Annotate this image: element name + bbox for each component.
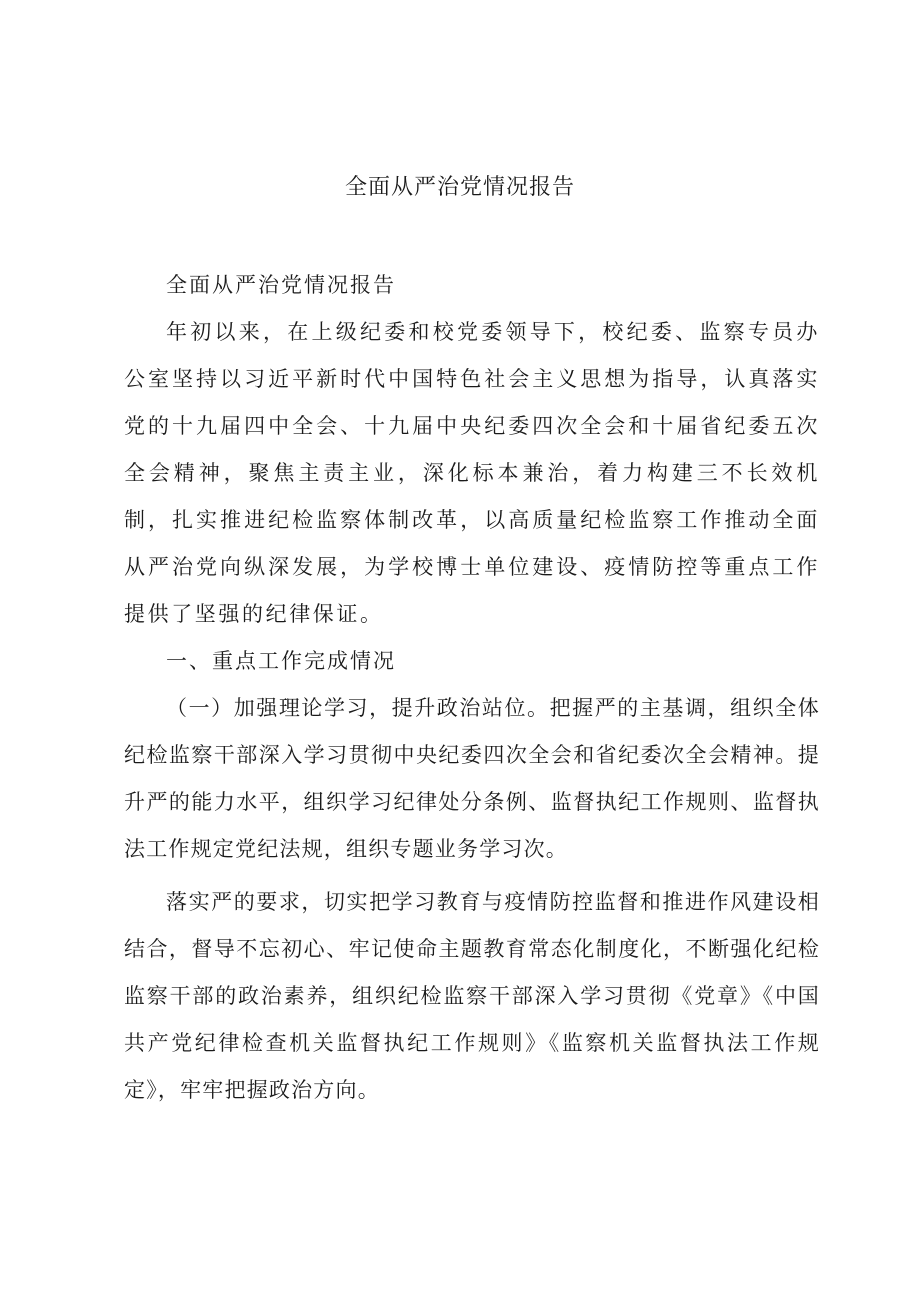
subtitle-paragraph: 全面从严治党情况报告 — [166, 273, 396, 297]
intro-paragraph: 年初以来，在上级纪委和校党委领导下，校纪委、监察专员办公室坚持以习近平新时代中国特色社会主义思想为指导，认真落实党的十九届四中全会、十九届中央纪委四次全会和十届省纪委五次全会精神，聚焦主责主业，深化标本兼治，着力构建三不长效机制，扎实推进纪检监察体制改革，以高质量纪检监察工作推动全面从严治党向纵深发展，为学校博士单位建设、疫情防控等重点工作提供了坚强的纪律保证。 — [124, 320, 820, 626]
document-title: 全面从严治党情况报告 — [344, 175, 575, 200]
body-paragraph: 落实严的要求，切实把学习教育与疫情防控监督和推进作风建设相结合，督导不忘初心、牢记使命主题教育常态化制度化，不断强化纪检监察干部的政治素养，组织纪检监察干部深入学习贯彻《党章》《中国共产党纪律检查机关监督执纪工作规则》《监察机关监督执法工作规定》，牢牢把握政治方向。 — [124, 890, 820, 1102]
section-heading: 一、重点工作完成情况 — [166, 649, 396, 673]
document-body — [124, 262, 820, 1114]
body-paragraph: （一）加强理论学习，提升政治站位。把握严的主基调，组织全体纪检监察干部深入学习贯彻中央纪委四次全会和省纪委次全会精神。提升严的能力水平，组织学习纪律处分条例、监督执纪工作规则、监督执法工作规定党纪法规，组织专题业务学习次。 — [124, 696, 820, 861]
